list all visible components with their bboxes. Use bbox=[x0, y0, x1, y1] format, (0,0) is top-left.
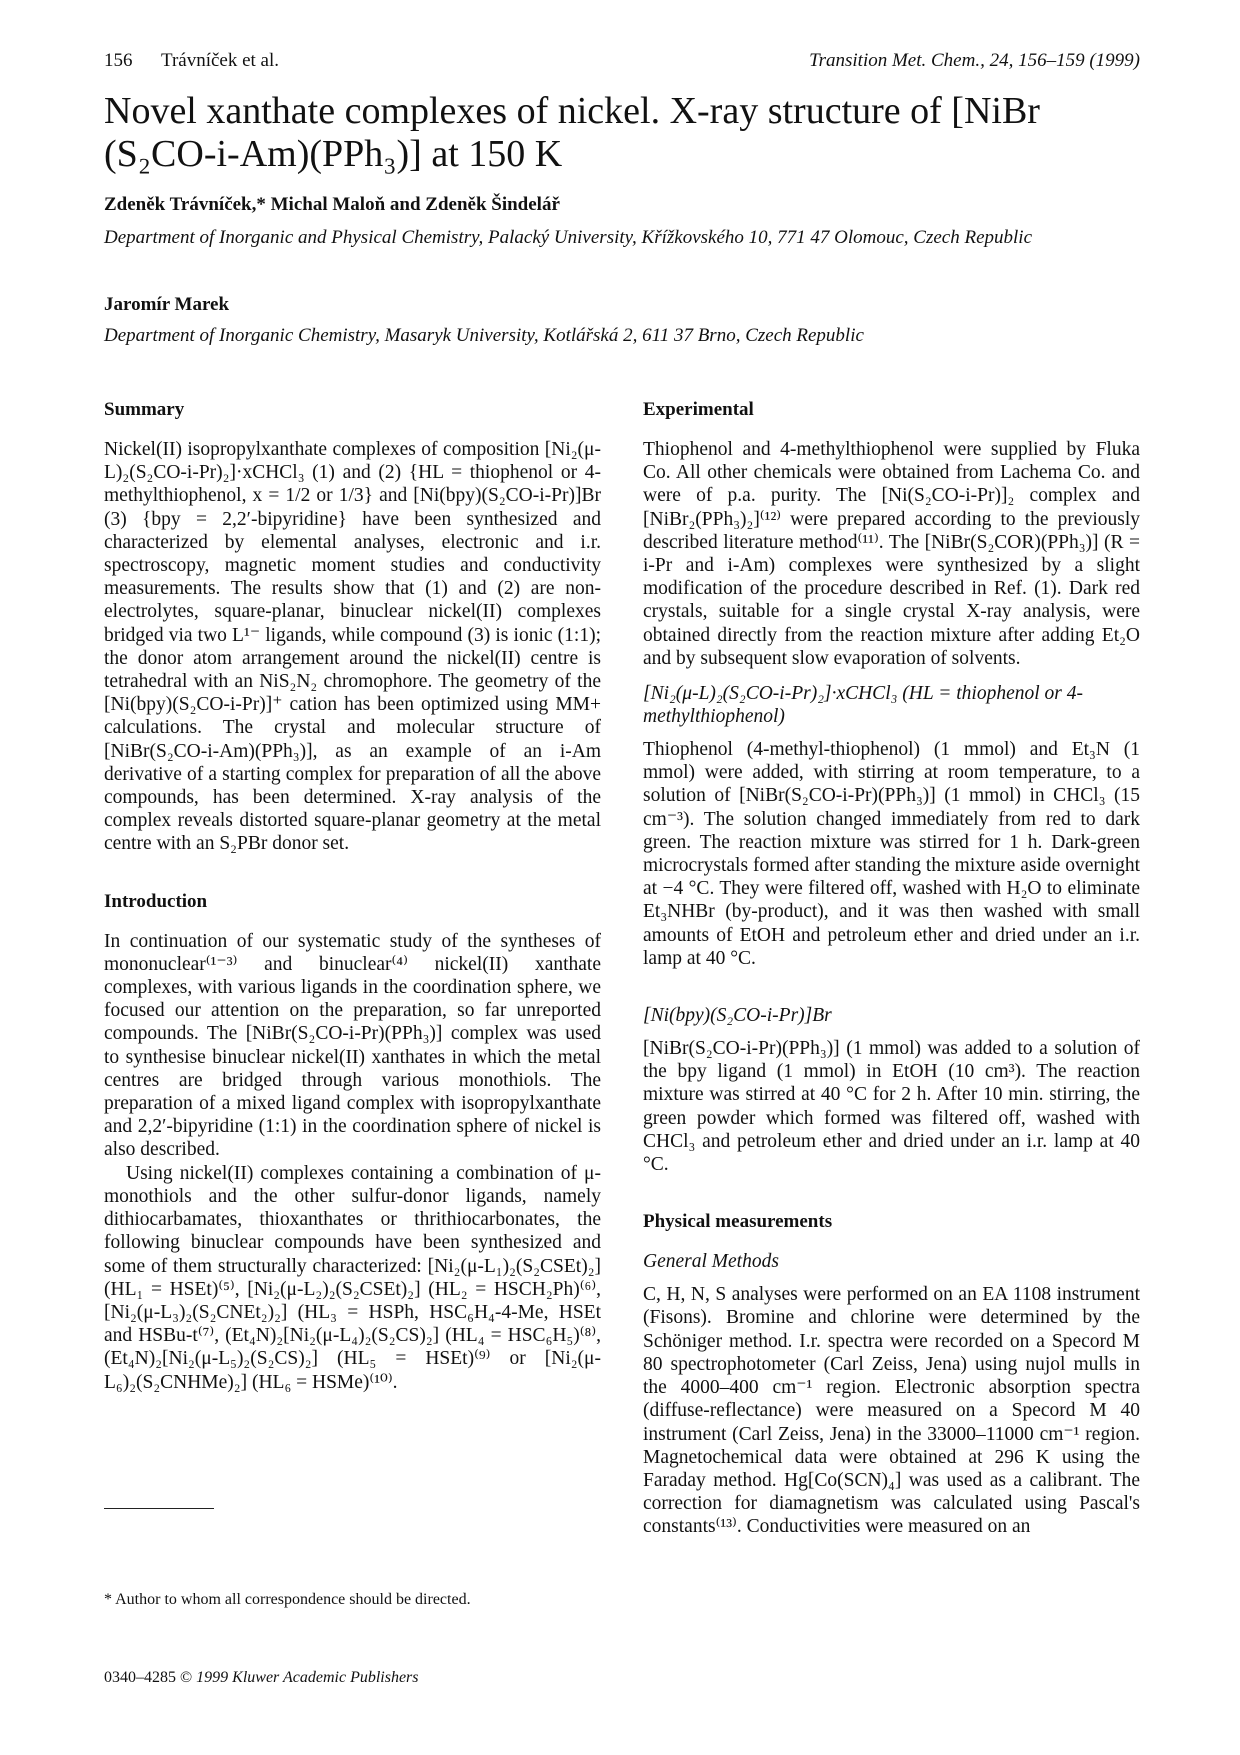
copyright-footer bbox=[104, 1669, 419, 1687]
paper-title bbox=[104, 90, 1140, 176]
physical-measurements-heading: Physical measurements bbox=[643, 1211, 833, 1233]
authors-primary: Zdeněk Trávníček,* Michal Maloň and Zdeněk Šindelář bbox=[104, 194, 560, 215]
summary-text: Nickel(II) isopropylxanthate complexes of composition [Ni₂(μ-L)₂(S₂CO-i-Pr)₂]·xCHCl₃ (1) and (2) {HL = thiophenol or 4-methylthiophenol, x = 1/2 or 1/3} and [Ni(bpy)(S₂CO-i-Pr)]Br (3) {bpy = 2,2′-bipyridine} have been synthesized and characterized by elemental analyses, electronic and i.r. spectroscopy, magnetic moment studies and conductivity measurements. The results show that (1) and (2) are non-electrolytes, square-planar, binuclear nickel(II) complexes bridged via two L¹⁻ ligands, while compound (3) is ionic (1:1); the donor atom arrangement around the nickel(II) centre is tetrahedral with an NiS₂N₂ chromophore. The geometry of the [Ni(bpy)(S₂CO-i-Pr)]⁺ cation has been optimized using MM+ calculations. The crystal and molecular structure of [NiBr(S₂CO-i-Am)(PPh₃)], as an example of an i-Am derivative of a starting complex for preparation of all the above compounds, has been determined. X-ray analysis of the complex reveals distorted square-planar geometry at the metal centre with an S₂PBr donor set. bbox=[104, 439, 601, 855]
left-column bbox=[104, 398, 601, 1394]
subsection-binuclear-heading: [Ni₂(μ-L)₂(S₂CO-i-Pr)₂]·xCHCl₃ (HL = thiophenol or 4-methylthiophenol) bbox=[643, 683, 1083, 728]
affiliation-primary: Department of Inorganic and Physical Chemistry, Palacký University, Křížkovského 10, 771 47 Olomouc, Czech Republic bbox=[104, 227, 1033, 248]
issn: 0340–4285 © bbox=[104, 1669, 193, 1686]
affiliation-secondary: Department of Inorganic Chemistry, Masaryk University, Kotlářská 2, 611 37 Brno, Czech Republic bbox=[104, 325, 864, 346]
introduction-heading: Introduction bbox=[104, 890, 208, 912]
subsection-bpy-text: [NiBr(S₂CO-i-Pr)(PPh₃)] (1 mmol) was added to a solution of the bpy ligand (1 mmol) in EtOH (10 cm³). The reaction mixture was stirred at 40 °C for 2 h. After 10 min. stirring, the green powder which formed was filtered off, washed with CHCl₃ and petroleum ether and dried under an i.r. lamp at 40 °C. bbox=[643, 1038, 1140, 1176]
authors-secondary: Jaromír Marek bbox=[104, 294, 230, 315]
page-number: 156 bbox=[104, 50, 133, 71]
subsection-bpy-heading: [Ni(bpy)(S₂CO-i-Pr)]Br bbox=[643, 1005, 832, 1027]
publisher: 1999 Kluwer Academic Publishers bbox=[196, 1669, 419, 1686]
running-author: Trávníček et al. bbox=[161, 50, 280, 71]
subsection-binuclear-text: Thiophenol (4-methyl-thiophenol) (1 mmol) and Et₃N (1 mmol) were added, with stirring at room temperature, to a solution of [NiBr(S₂CO-i-Pr)(PPh₃)] (1 mmol) in CHCl₃ (15 cm⁻³). The solution changed immediately from red to dark green. The reaction mixture was stirred for 1 h. Dark-green microcrystals formed after standing the mixture aside overnight at −4 °C. They were filtered off, washed with H₂O to eliminate Et₃NHBr (by-product), and it was then washed with small amounts of EtOH and petroleum ether and dried under an i.r. lamp at 40 °C. bbox=[643, 739, 1140, 969]
summary-heading: Summary bbox=[104, 399, 185, 420]
correspondence-footnote: * Author to whom all correspondence should be directed. bbox=[104, 1591, 471, 1608]
footnote-rule bbox=[104, 1508, 214, 1509]
experimental-heading: Experimental bbox=[643, 399, 754, 420]
page-number-and-author bbox=[104, 50, 279, 72]
general-methods-heading: General Methods bbox=[643, 1251, 779, 1273]
title-line-2: (S₂CO-i-Am)(PPh₃)] at 150 K bbox=[104, 133, 563, 175]
right-column bbox=[643, 398, 1140, 1539]
general-methods-text: C, H, N, S analyses were performed on an EA 1108 instrument (Fisons). Bromine and chlorine were determined by the Schöniger method. I.r. spectra were recorded on a Specord M 80 spectrophotometer (Carl Zeiss, Jena) using nujol mulls in the 4000–400 cm⁻¹ region. Electronic absorption spectra (diffuse-reflectance) were measured on a Specord M 40 instrument (Carl Zeiss, Jena) in the 33000–11000 cm⁻¹ region. Magnetochemical data were obtained at 296 K using the Faraday method. Hg[Co(SCN)₄] was used as a calibrant. The correction for diamagnetism was calculated using Pascal's constants⁽¹³⁾. Conductivities were measured on an bbox=[643, 1284, 1140, 1538]
paper-page bbox=[104, 0, 1140, 1755]
introduction-paragraph-2: Using nickel(II) complexes containing a combination of μ-monothiols and the other sulfur-donor ligands, namely dithiocarbamates, thioxanthates or thrithiocarbonates, the following binuclear compounds have been synthesized and some of them structurally characterized: [Ni₂(μ-L₁)₂(S₂CSEt)₂] (HL₁ = HSEt)⁽⁵⁾, [Ni₂(μ-L₂)₂(S₂CSEt)₂] (HL₂ = HSCH₂Ph)⁽⁶⁾, [Ni₂(μ-L₃)₂(S₂CNEt₂)₂] (HL₃ = HSPh, HSC₆H₄-4-Me, HSEt and HSBu-t⁽⁷⁾, (Et₄N)₂[Ni₂(μ-L₄)₂(S₂CS)₂] (HL₄ = HSC₆H₅)⁽⁸⁾, (Et₄N)₂[Ni₂(μ-L₅)₂(S₂CS)₂] (HL₅ = HSEt)⁽⁹⁾ or [Ni₂(μ-L₆)₂(S₂CNHMe)₂] (HL₆ = HSMe)⁽¹⁰⁾. bbox=[104, 1162, 601, 1393]
journal-citation: Transition Met. Chem., 24, 156–159 (1999) bbox=[809, 50, 1140, 71]
title-line-1: Novel xanthate complexes of nickel. X-ray structure of [NiBr bbox=[104, 90, 1040, 132]
experimental-paragraph: Thiophenol and 4-methylthiophenol were supplied by Fluka Co. All other chemicals were obtained from Lachema Co. and were of p.a. purity. The [Ni(S₂CO-i-Pr)]₂ complex and [NiBr₂(PPh₃)₂]⁽¹²⁾ were prepared according to the previously described literature method⁽¹¹⁾. The [NiBr(S₂COR)(PPh₃)] (R = i-Pr and i-Am) complexes were synthesized by a slight modification of the procedure described in Ref. (1). Dark red crystals, suitable for a single crystal X-ray analysis, were obtained directly from the reaction mixture after adding Et₂O and by subsequent slow evaporation of solvents. bbox=[643, 439, 1140, 669]
introduction-paragraph-1: In continuation of our systematic study of the syntheses of mononuclear⁽¹⁻³⁾ and binuclear⁽⁴⁾ nickel(II) xanthate complexes, with various ligands in the coordination sphere, we focused our attention on the preparation, so far unreported compounds. The [NiBr(S₂CO-i-Pr)(PPh₃)] complex was used to synthesise binuclear nickel(II) xanthates in which the metal centres are bridged through various monothiols. The preparation of a mixed ligand complex with isopropylxanthate and 2,2′-bipyridine (1:1) in the coordination sphere of nickel is also described. bbox=[104, 930, 601, 1161]
